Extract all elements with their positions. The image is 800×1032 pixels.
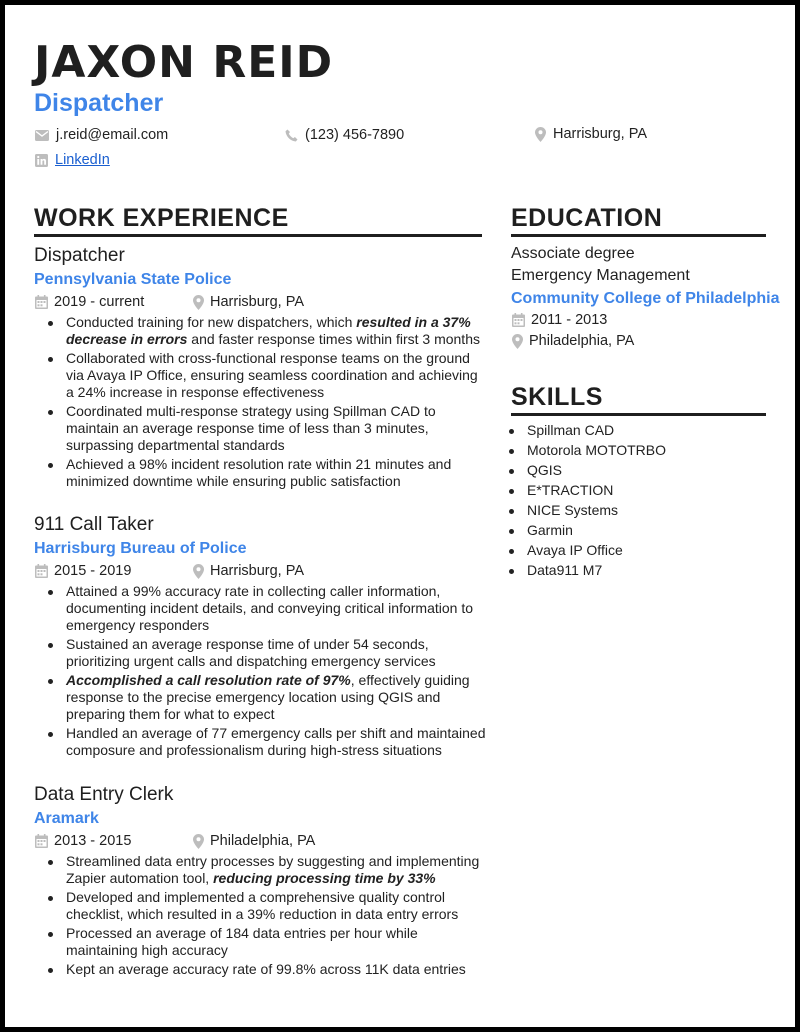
calendar-icon xyxy=(512,313,525,327)
list-item: Accomplished a call resolution rate of 97%, effectively guiding response to the precise emergency location using QGIS and preparing them for what to expect xyxy=(34,672,489,723)
job-meta xyxy=(35,833,315,849)
list-item: QGIS xyxy=(495,462,765,479)
phone-icon xyxy=(285,129,298,142)
list-item: Kept an average accuracy rate of 99.8% across 11K data entries xyxy=(34,961,489,978)
job-company: Harrisburg Bureau of Police xyxy=(34,540,247,557)
education-divider xyxy=(511,234,766,237)
job-title: 911 Call Taker xyxy=(34,514,154,535)
map-pin-icon xyxy=(535,127,546,142)
work-experience-title: WORK EXPERIENCE xyxy=(34,204,289,232)
contact-linkedin xyxy=(35,152,110,168)
education-title: EDUCATION xyxy=(511,204,663,232)
contact-location xyxy=(535,126,647,142)
list-item: Processed an average of 184 data entries per hour while maintaining high accuracy xyxy=(34,925,489,959)
skills-divider xyxy=(511,413,766,416)
job-bullets xyxy=(34,853,489,980)
job-meta xyxy=(35,294,304,310)
list-item: Streamlined data entry processes by suggesting and implementing Zapier automation tool, reducing processing time by 33% xyxy=(34,853,489,887)
job-location: Harrisburg, PA xyxy=(210,563,305,579)
list-item: Avaya IP Office xyxy=(495,542,765,559)
contact-email xyxy=(35,127,168,143)
education-dates-row xyxy=(512,312,607,328)
list-item: Developed and implemented a comprehensive quality control checklist, which resulted in a 39% reduction in data entry errors xyxy=(34,889,489,923)
linkedin-link[interactable]: LinkedIn xyxy=(55,152,110,168)
calendar-icon xyxy=(35,295,48,309)
education-school: Community College of Philadelphia xyxy=(511,290,780,307)
list-item: Attained a 99% accuracy rate in collecting caller information, documenting incident details, and conveying critical information to emergency responders xyxy=(34,583,489,634)
map-pin-icon xyxy=(512,334,523,349)
list-item: Collaborated with cross-functional response teams on the ground via Avaya IP Office, ensuring seamless coordination and achieving a 24% increase in response effectiveness xyxy=(34,350,489,401)
resume-page xyxy=(5,5,795,1027)
map-pin-icon xyxy=(193,834,204,849)
calendar-icon xyxy=(35,564,48,578)
calendar-icon xyxy=(35,834,48,848)
education-location: Philadelphia, PA xyxy=(529,333,635,349)
envelope-icon xyxy=(35,130,49,141)
candidate-role: Dispatcher xyxy=(34,89,164,117)
job-dates: 2019 - current xyxy=(54,294,145,310)
education-dates: 2011 - 2013 xyxy=(531,312,608,328)
linkedin-icon xyxy=(35,154,48,167)
education-field: Emergency Management xyxy=(511,267,690,284)
list-item: Spillman CAD xyxy=(495,422,765,439)
email-text: j.reid@email.com xyxy=(56,127,169,143)
job-dates: 2015 - 2019 xyxy=(54,563,132,579)
list-item: Garmin xyxy=(495,522,765,539)
education-location-row xyxy=(512,333,634,349)
list-item: Coordinated multi-response strategy using Spillman CAD to maintain an average response time of less than 3 minutes, surpassing departmental standards xyxy=(34,403,489,454)
work-divider xyxy=(34,234,482,237)
skills-title: SKILLS xyxy=(511,383,603,411)
list-item: Achieved a 98% incident resolution rate within 21 minutes and minimized downtime while ensuring public satisfaction xyxy=(34,456,489,490)
location-text: Harrisburg, PA xyxy=(553,126,648,142)
skills-list xyxy=(495,422,765,582)
list-item: Motorola MOTOTRBO xyxy=(495,442,765,459)
job-bullets xyxy=(34,583,489,761)
candidate-name: JAXON REID xyxy=(34,37,334,88)
job-title: Dispatcher xyxy=(34,245,125,266)
list-item: Handled an average of 77 emergency calls per shift and maintained composure and professionalism during high-stress situations xyxy=(34,725,489,759)
job-location: Philadelphia, PA xyxy=(210,833,316,849)
job-meta xyxy=(35,563,304,579)
list-item: Data911 M7 xyxy=(495,562,765,579)
job-company: Pennsylvania State Police xyxy=(34,271,232,288)
phone-text: (123) 456-7890 xyxy=(305,127,405,143)
list-item: Conducted training for new dispatchers, which resulted in a 37% decrease in errors and faster response times within first 3 months xyxy=(34,314,489,348)
map-pin-icon xyxy=(193,564,204,579)
contact-phone xyxy=(285,127,404,143)
job-title: Data Entry Clerk xyxy=(34,784,174,805)
education-degree: Associate degree xyxy=(511,245,635,262)
map-pin-icon xyxy=(193,295,204,310)
list-item: Sustained an average response time of under 54 seconds, prioritizing urgent calls and dispatching emergency services xyxy=(34,636,489,670)
job-dates: 2013 - 2015 xyxy=(54,833,132,849)
job-location: Harrisburg, PA xyxy=(210,294,305,310)
job-bullets xyxy=(34,314,489,492)
list-item: E*TRACTION xyxy=(495,482,765,499)
job-company: Aramark xyxy=(34,810,99,827)
list-item: NICE Systems xyxy=(495,502,765,519)
